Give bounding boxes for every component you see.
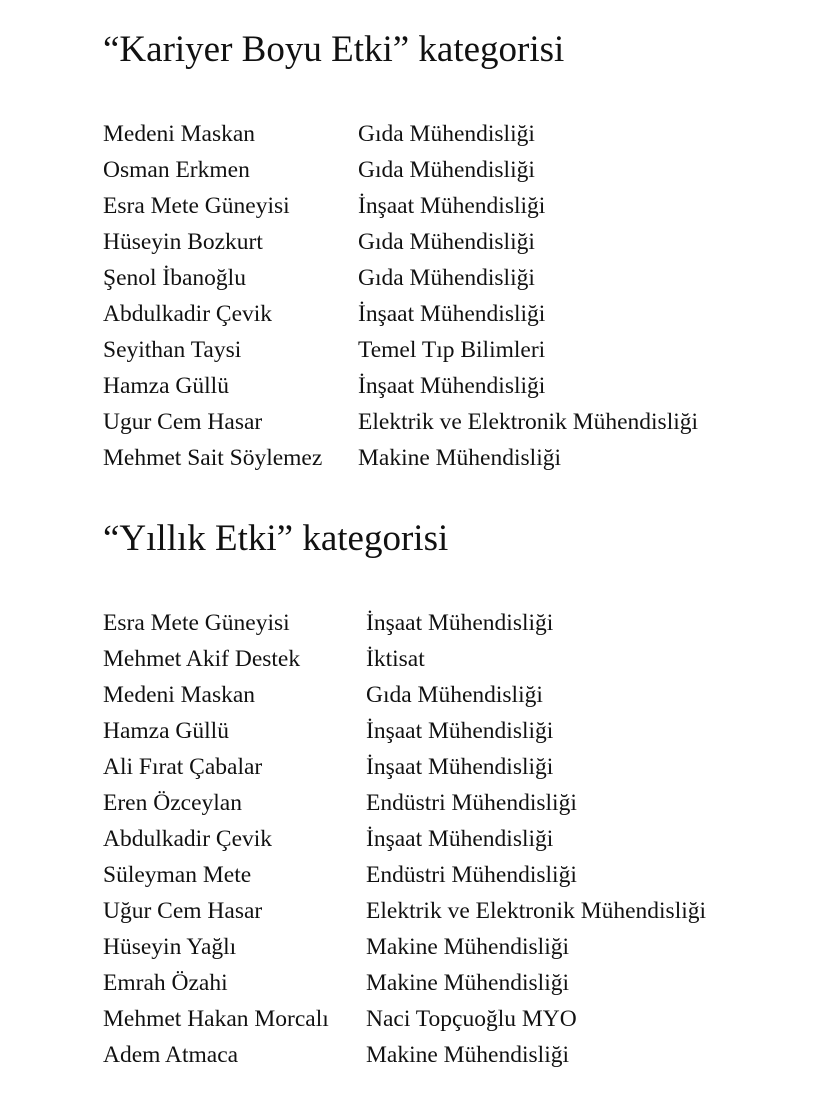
list-item bbox=[103, 440, 698, 476]
person-name: Hamza Güllü bbox=[103, 718, 229, 744]
person-name: Adem Atmaca bbox=[103, 1042, 239, 1068]
list-item bbox=[103, 821, 706, 857]
person-name: Abdulkadir Çevik bbox=[103, 301, 273, 327]
department: Makine Mühendisliği bbox=[358, 445, 561, 471]
person-name: Emrah Özahi bbox=[103, 970, 228, 996]
list-item bbox=[103, 152, 698, 188]
department: Elektrik ve Elektronik Mühendisliği bbox=[358, 409, 699, 435]
list-item bbox=[103, 893, 706, 929]
department: Naci Topçuoğlu MYO bbox=[366, 1006, 577, 1032]
department: Gıda Mühendisliği bbox=[358, 157, 535, 183]
list-item bbox=[103, 224, 698, 260]
person-name: Ali Fırat Çabalar bbox=[103, 754, 263, 780]
department: Temel Tıp Bilimleri bbox=[358, 337, 546, 363]
section-kariyer-boyu-etki bbox=[103, 28, 698, 476]
person-name: Şenol İbanoğlu bbox=[103, 265, 246, 291]
person-name: Medeni Maskan bbox=[103, 682, 256, 708]
list-item bbox=[103, 1037, 706, 1073]
person-name: Hamza Güllü bbox=[103, 373, 229, 399]
list-item bbox=[103, 929, 706, 965]
department: İnşaat Mühendisliği bbox=[358, 193, 546, 219]
department: İktisat bbox=[366, 646, 425, 672]
person-name: Hüseyin Bozkurt bbox=[103, 229, 263, 255]
list-item bbox=[103, 332, 698, 368]
awardee-list bbox=[103, 116, 698, 476]
list-item bbox=[103, 296, 698, 332]
section-title: “Kariyer Boyu Etki” kategorisi bbox=[103, 29, 565, 70]
person-name: Hüseyin Yağlı bbox=[103, 934, 237, 960]
list-item bbox=[103, 368, 698, 404]
list-item bbox=[103, 1001, 706, 1037]
list-item bbox=[103, 605, 706, 641]
person-name: Mehmet Hakan Morcalı bbox=[103, 1006, 329, 1032]
person-name: Eren Özceylan bbox=[103, 790, 242, 816]
department: Elektrik ve Elektronik Mühendisliği bbox=[366, 898, 707, 924]
department: İnşaat Mühendisliği bbox=[358, 373, 546, 399]
person-name: Mehmet Akif Destek bbox=[103, 646, 301, 672]
list-item bbox=[103, 857, 706, 893]
department: Endüstri Mühendisliği bbox=[366, 790, 577, 816]
person-name: Süleyman Mete bbox=[103, 862, 252, 888]
department: İnşaat Mühendisliği bbox=[358, 301, 546, 327]
department: Makine Mühendisliği bbox=[366, 934, 569, 960]
list-item bbox=[103, 188, 698, 224]
person-name: Osman Erkmen bbox=[103, 157, 250, 183]
department: Gıda Mühendisliği bbox=[358, 121, 535, 147]
awardee-list bbox=[103, 605, 706, 1073]
list-item bbox=[103, 260, 698, 296]
person-name: Abdulkadir Çevik bbox=[103, 826, 273, 852]
list-item bbox=[103, 677, 706, 713]
department: Makine Mühendisliği bbox=[366, 970, 569, 996]
person-name: Esra Mete Güneyisi bbox=[103, 610, 290, 636]
list-item bbox=[103, 713, 706, 749]
department: İnşaat Mühendisliği bbox=[366, 610, 554, 636]
department: İnşaat Mühendisliği bbox=[366, 826, 554, 852]
person-name: Esra Mete Güneyisi bbox=[103, 193, 290, 219]
list-item bbox=[103, 965, 706, 1001]
list-item bbox=[103, 785, 706, 821]
list-item bbox=[103, 404, 698, 440]
department: İnşaat Mühendisliği bbox=[366, 718, 554, 744]
person-name: Ugur Cem Hasar bbox=[103, 409, 263, 435]
department: Endüstri Mühendisliği bbox=[366, 862, 577, 888]
section-title: “Yıllık Etki” kategorisi bbox=[103, 518, 449, 559]
list-item bbox=[103, 116, 698, 152]
department: Gıda Mühendisliği bbox=[358, 265, 535, 291]
person-name: Seyithan Taysi bbox=[103, 337, 242, 363]
person-name: Mehmet Sait Söylemez bbox=[103, 445, 323, 471]
list-item bbox=[103, 749, 706, 785]
department: İnşaat Mühendisliği bbox=[366, 754, 554, 780]
person-name: Medeni Maskan bbox=[103, 121, 256, 147]
department: Gıda Mühendisliği bbox=[366, 682, 543, 708]
person-name: Uğur Cem Hasar bbox=[103, 898, 263, 924]
section-yillik-etki bbox=[103, 517, 706, 1073]
list-item bbox=[103, 641, 706, 677]
department: Gıda Mühendisliği bbox=[358, 229, 535, 255]
department: Makine Mühendisliği bbox=[366, 1042, 569, 1068]
